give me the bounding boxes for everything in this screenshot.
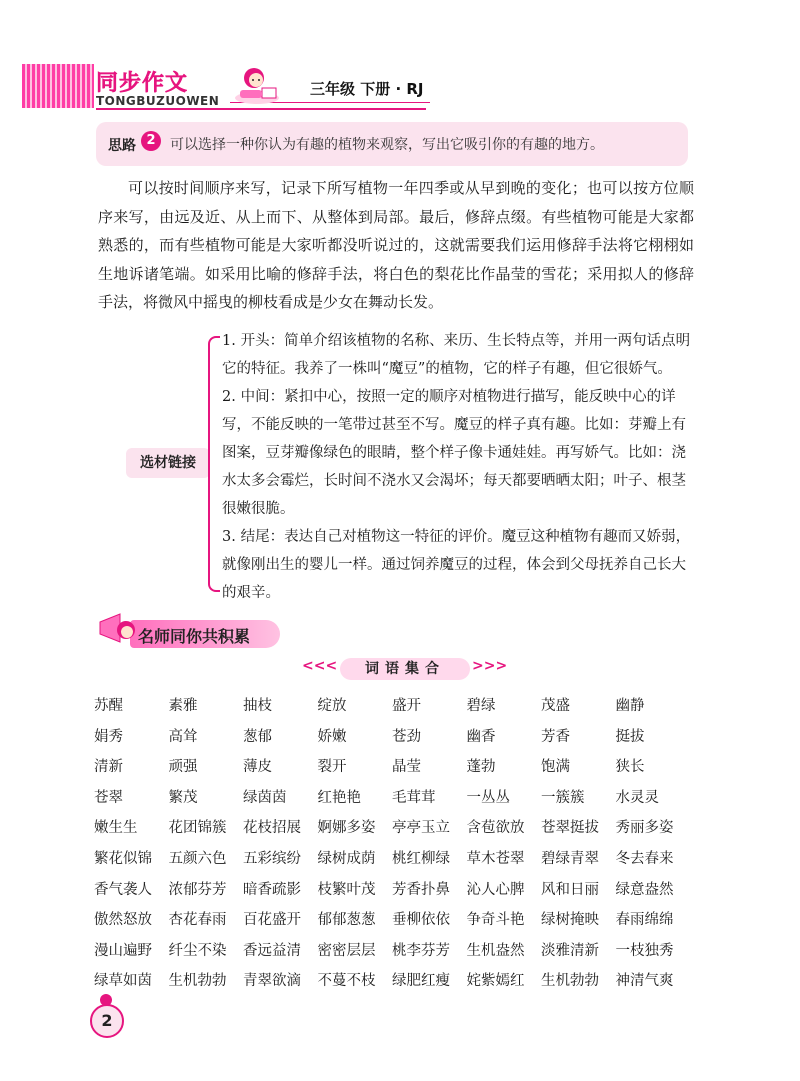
outline-number: 3. (222, 529, 236, 545)
word-item: 顽强 (168, 759, 198, 776)
word-item: 风和日丽 (541, 881, 599, 898)
word-item: 亭亭玉立 (392, 820, 450, 837)
word-item: 葱郁 (243, 728, 272, 745)
word-item: 香气袭人 (94, 881, 152, 898)
word-item: 枝繁叶茂 (317, 881, 376, 898)
word-item: 郁郁葱葱 (317, 912, 376, 929)
word-item: 狭长 (615, 759, 645, 776)
word-item: 草木苍翠 (466, 850, 525, 867)
word-item: 繁花似锦 (94, 850, 152, 867)
left-arrows-icon: <<< (302, 658, 338, 674)
word-item: 苍劲 (392, 728, 421, 745)
word-item: 苍翠挺拔 (541, 820, 599, 837)
word-item: 姹紫嫣红 (466, 973, 525, 990)
header-underline (96, 108, 426, 110)
word-collection-title: 词语集合 (340, 658, 470, 680)
megaphone-girl-icon (96, 608, 140, 652)
word-item: 暗香疏影 (243, 881, 301, 898)
word-item: 芳香 (541, 728, 570, 745)
word-item: 浓郁芬芳 (168, 881, 227, 898)
word-item: 绿树掩映 (541, 912, 599, 929)
word-item: 一丛丛 (466, 789, 510, 806)
outline-number: 1. (222, 333, 236, 349)
word-item: 饱满 (541, 759, 570, 776)
word-item: 傲然怒放 (94, 912, 152, 929)
word-item: 五颜六色 (168, 850, 227, 867)
word-item: 百花盛开 (243, 912, 301, 929)
word-item: 幽静 (615, 698, 645, 714)
word-item: 婀娜多姿 (317, 820, 376, 837)
tip-text: 可以选择一种你认为有趣的植物来观察，写出它吸引你的有趣的地方。 (170, 137, 604, 153)
outline-item (222, 523, 700, 607)
word-item: 花团锦簇 (168, 820, 227, 837)
word-item: 茂盛 (541, 698, 570, 714)
word-item: 嫩生生 (94, 820, 138, 837)
word-item: 杏花春雨 (168, 912, 227, 929)
word-item: 密密层层 (317, 942, 376, 959)
book-title: 同步作文 (96, 71, 189, 96)
outline-bracket (208, 336, 220, 592)
word-item: 五彩缤纷 (243, 850, 301, 867)
tip-label: 思路 (108, 138, 136, 154)
word-item: 绽放 (317, 698, 347, 714)
word-item: 幽香 (466, 728, 496, 745)
outline-text: 开头：简单介绍该植物的名称、来历、生长特点等，并用一两句话点明它的特征。我养了一株叫“魔豆”的植物，它的样子有趣，但它很娇气。 (222, 333, 691, 377)
outline-text: 中间：紧扣中心，按照一定的顺序对植物进行描写，能反映中心的详写，不能反映的一笔带过甚至不写。魔豆的样子真有趣。比如：芽瓣上有图案，豆芽瓣像绿色的眼睛，整个样子像卡通娃娃。再写娇气。比如：浇水太多会霉烂，长时间不浇水又会渴坏；每天都要晒晒太阳；叶子、根茎很嫩很脆。 (222, 389, 686, 517)
word-item: 苏醒 (94, 698, 123, 714)
outline-list (222, 327, 700, 607)
word-item: 苍翠 (94, 789, 123, 806)
word-item: 香远益清 (243, 942, 301, 959)
outline-text: 结尾：表达自己对植物这一特征的评价。魔豆这种植物有趣而又娇弱，就像刚出生的婴儿一样。通过饲养魔豆的过程，体会到父母抚养自己长大的艰辛。 (222, 529, 691, 601)
word-item: 沁人心脾 (466, 881, 525, 898)
body-paragraph: 可以按时间顺序来写，记录下所写植物一年四季或从早到晚的变化；也可以按方位顺序来写，由远及近、从上而下、从整体到局部。最后，修辞点缀。有些植物可能是大家都熟悉的，而有些植物可能是大家听都没听说过的，这就需要我们运用修辞手法将它栩栩如生地诉诸笔端。如采用比喻的修辞手法，将白色的梨花比作晶莹的雪花；采用拟人的修辞手法，将微风中摇曳的柳枝看成是少女在舞动长发。 (98, 179, 694, 311)
grade-label: 三年级 下册 · RJ (310, 80, 424, 98)
word-item: 繁茂 (168, 789, 198, 806)
word-item: 争奇斗艳 (466, 912, 525, 929)
word-item: 高耸 (168, 728, 198, 745)
word-item: 春雨绵绵 (615, 912, 674, 929)
word-item: 裂开 (317, 759, 347, 776)
word-item: 蓬勃 (466, 759, 496, 776)
book-pinyin: TONGBUZUOWEN (96, 94, 220, 108)
word-item: 秀丽多姿 (615, 820, 674, 837)
outline-item (222, 327, 700, 383)
word-grid (94, 694, 690, 1000)
word-item: 纤尘不染 (168, 942, 227, 959)
word-item: 清新 (94, 759, 123, 776)
word-item: 绿肥红瘦 (392, 973, 450, 990)
word-item: 垂柳依依 (392, 912, 450, 929)
outline-number: 2. (222, 389, 236, 405)
word-item: 桃李芬芳 (392, 942, 450, 959)
word-item: 绿草如茵 (94, 973, 152, 990)
word-item: 薄皮 (243, 759, 272, 776)
word-item: 绿树成荫 (317, 850, 376, 867)
word-item: 红艳艳 (317, 789, 361, 806)
word-item: 一簇簇 (541, 789, 585, 806)
word-item: 水灵灵 (615, 789, 659, 806)
word-item: 碧绿 (466, 698, 496, 714)
word-item: 含苞欲放 (466, 820, 525, 837)
word-item: 芳香扑鼻 (392, 881, 450, 898)
word-item: 毛茸茸 (392, 789, 436, 806)
word-item: 绿意盎然 (615, 881, 674, 898)
section-title: 名师同你共积累 (138, 627, 251, 646)
word-item: 绿茵茵 (243, 789, 287, 806)
word-item: 生机勃勃 (168, 973, 227, 990)
word-item: 神清气爽 (615, 973, 674, 990)
word-item: 青翠欲滴 (243, 973, 301, 990)
word-item: 冬去春来 (615, 850, 674, 867)
material-link-label: 选材链接 (126, 448, 210, 478)
word-item: 桃红柳绿 (392, 850, 450, 867)
word-item: 盛开 (392, 698, 421, 714)
word-item: 娇嫩 (317, 728, 347, 745)
header-decoration (22, 64, 94, 108)
word-item: 淡雅清新 (541, 942, 599, 959)
page-number: 2 (90, 1004, 124, 1038)
word-item: 素雅 (168, 698, 198, 714)
word-item: 挺拔 (615, 728, 645, 745)
word-item: 不蔓不枝 (317, 973, 376, 990)
girl-reading-icon (232, 62, 282, 106)
word-item: 碧绿青翠 (541, 850, 599, 867)
word-item: 抽枝 (243, 698, 272, 714)
word-item: 晶莹 (392, 759, 421, 776)
right-arrows-icon: >>> (472, 658, 508, 674)
word-item: 生机勃勃 (541, 973, 599, 990)
outline-item (222, 383, 700, 523)
word-item: 娟秀 (94, 728, 123, 745)
word-item: 一枝独秀 (615, 942, 674, 959)
word-item: 漫山遍野 (94, 942, 152, 959)
tip-number-badge: 2 (141, 131, 161, 151)
word-item: 花枝招展 (243, 820, 301, 837)
word-item: 生机盎然 (466, 942, 525, 959)
